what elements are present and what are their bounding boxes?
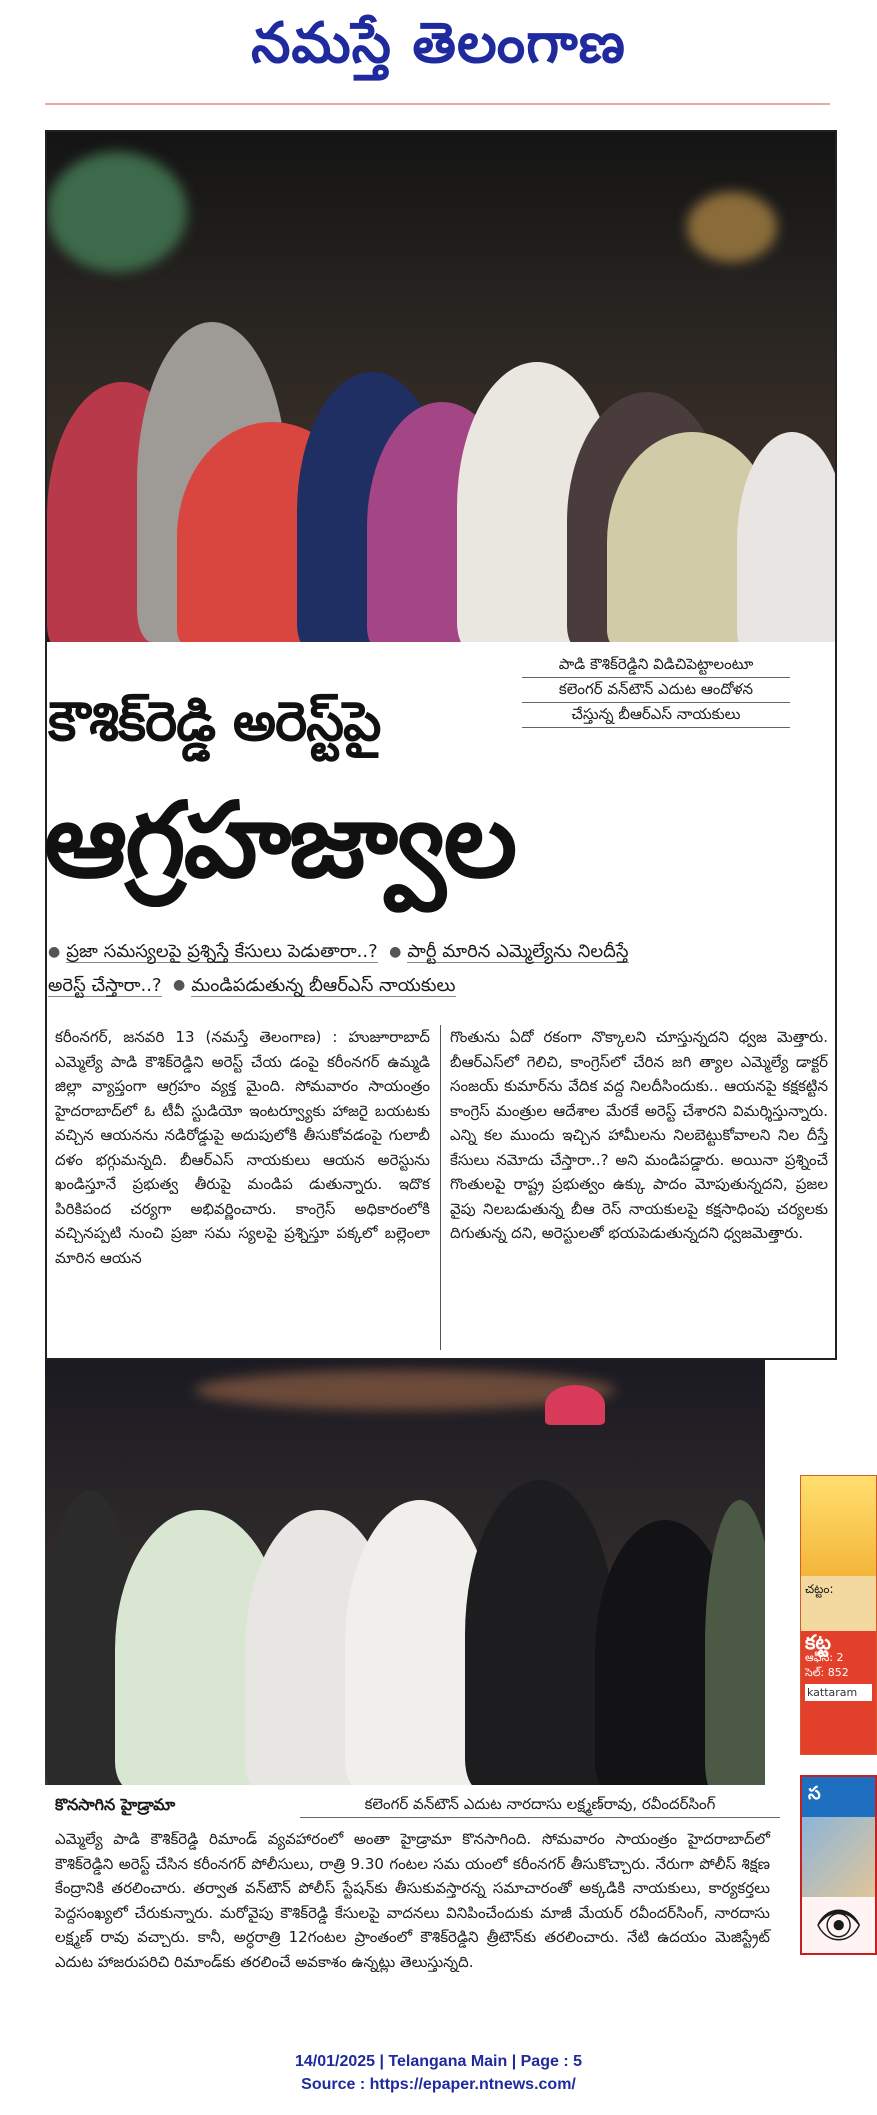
article-right-column: గొంతును ఏదో రకంగా నొక్కాలని చూస్తున్నదని ధ్వజ మెత్తారు. బీఆర్‌ఎస్‌లో గెలిచి, కాంగ్రెస్‌లో చేరిన జగి త్యాల ఎమ్మెల్యే డాక్టర్ సంజయ్ కుమార్‌ను వేదిక వద్ద నిలదీసిందుకు.. ఆయనపై కక్షకట్టిన కాంగ్రెస్ మంత్రుల ఆదేశాల మేరకే అరెస్ట్ చేశారని విమర్శిస్తున్నారు. ఎన్ని కల ముందు ఇచ్చిన హామీలను నిలబెట్టుకోవాలని నిల దీస్తే కేసులు నమోదు చేస్తారా..? అని మండిపడ్డారు. అయినా ప్రశ్నించే గొంతులపై రాష్ట్ర ప్రభుత్వం ఉక్కు పాదం మోపుతున్నదని, ప్రజల వైపు నిలబడుతున్న బీఆ రెస్ నాయకులపై కక్షసాధింపు చర్యలకు దిగుతున్న దని, అరెస్టులతో భయపెడుతున్నదని ధ్వజమెత్తారు. — [450, 1028, 828, 1242]
photo1-caption — [522, 653, 790, 728]
ad2-image — [802, 1817, 875, 1897]
leaders-photo — [45, 1360, 765, 1785]
bullet-icon: ● — [173, 977, 186, 993]
advertisement-1[interactable] — [800, 1475, 877, 1755]
section-label: కొనసాగిన హైడ్రామా — [55, 1795, 176, 1814]
point-2-cont: అరెస్ట్ చేస్తారా..? — [48, 974, 162, 996]
bullet-icon: ● — [48, 943, 61, 960]
ad-text-block: చట్టం: — [801, 1576, 876, 1631]
masthead-title: నమస్తే తెలంగాణ — [251, 10, 626, 76]
headline-main: ఆగ్రహజ్వాల — [44, 779, 516, 901]
footer-date-page: 14/01/2025 | Telangana Main | Page : 5 — [294, 2053, 582, 2070]
caption-line: కలెంగర్ వన్‌టౌన్ ఎదుట ఆందోళన — [522, 678, 790, 703]
ad-pot-image — [801, 1476, 876, 1576]
point-1: ప్రజా సమస్యలపై ప్రశ్నిస్తే కేసులు పెడుతారా..? — [66, 941, 378, 962]
ad-contact-block — [801, 1631, 876, 1755]
photo2-caption: కలెంగర్ వన్‌టౌన్ ఎదుట నారదాసు లక్ష్మణ్‌రావు, రవీందర్‌సింగ్ — [300, 1795, 780, 1818]
masthead-divider — [45, 103, 830, 105]
footer — [0, 2050, 877, 2096]
ad-brand: కట్ట — [805, 1630, 831, 1654]
column-divider — [440, 1025, 441, 1350]
ad-web: kattaram — [805, 1684, 872, 1701]
caption-line: పాడి కౌశిక్‌రెడ్డిని విడిచిపెట్టాలంటూ — [522, 653, 790, 678]
eye-icon: 👁 — [814, 1902, 863, 1947]
point-2: పార్టీ మారిన ఎమ్మెల్యేను నిలదీస్తే — [407, 941, 629, 962]
bullet-icon: ● — [389, 943, 402, 960]
protest-photo — [47, 132, 835, 642]
advertisement-2[interactable] — [800, 1775, 877, 1955]
ad2-title: స — [802, 1777, 875, 1817]
masthead — [0, 0, 877, 100]
footer-source-link[interactable]: Source : https://epaper.ntnews.com/ — [301, 2076, 576, 2093]
summary-points — [48, 935, 828, 1002]
hydrama-article: ఎమ్మెల్యే పాడి కౌశిక్‌రెడ్డి రిమాండ్ వ్యవహారంలో అంతా హైడ్రామా కొనసాగింది. సోమవారం సాయంత్రం హైదరాబాద్‌లో కౌశిక్‌రెడ్డిని అరెస్ట్ చేసిన కరీంనగర్ పోలీసులు, రాత్రి 9.30 గంటల సమ యంలో కరీంనగర్ తీసుకొచ్చారు. నేరుగా పోలీస్ శిక్షణ కేంద్రానికి తరలించారు. తర్వాత వన్‌టౌన్ పోలీస్ స్టేషన్‌కు తీసుకువస్తారన్న సమాచారంతో అక్కడికి నాయకులు, కార్యకర్తలు పెద్దసంఖ్యలో చేరుకున్నారు. మరోవైపు కౌశిక్‌రెడ్డి కేసులపై వాదనలు వినిపించేందుకు మాజీ మేయర్ రవీందర్‌సింగ్, నారదాసు లక్ష్మణ్ రావు వచ్చారు. కానీ, అర్ధరాత్రి 12గంటల ప్రాంతంలో కౌశిక్‌రెడ్డిని త్రీటౌన్‌కు తరలించారు. నేటి ఉదయం మెజిస్ట్రేట్ ఎదుట హాజరుపరిచి రిమాండ్‌కు తరలించే అవకాశం ఉన్నట్లు తెలుస్తున్నది. — [55, 1830, 770, 1971]
point-3: మండిపడుతున్న బీఆర్‌ఎస్ నాయకులు — [191, 974, 456, 996]
headline-kicker: కౌశిక్‌రెడ్డి అరెస్ట్‌పై — [48, 690, 381, 753]
caption-line: చేస్తున్న బీఆర్‌ఎస్ నాయకులు — [522, 703, 790, 728]
ad-office: ఆఫీస్: 2 — [805, 1651, 844, 1664]
ad-cell: సెల్: 852 — [805, 1666, 849, 1679]
article-left-column: కరీంనగర్, జనవరి 13 (నమస్తే తెలంగాణ) : హుజూరాబాద్ ఎమ్మెల్యే పాడి కౌశిక్‌రెడ్డిని అరెస్ట్ చేయ డంపై కరీంనగర్ ఉమ్మడి జిల్లా వ్యాప్తంగా ఆగ్రహం వ్యక్త మైంది. సోమవారం సాయంత్రం హైదరాబాద్‌లో ఓ టీవీ స్టుడియో ఇంటర్వ్యూకు హాజరై బయటకు వచ్చిన ఆయనను నడిరోడ్డుపై అదుపులోకి తీసుకోవడంపై గులాబీ దళం భగ్గుమన్నది. బీఆర్‌ఎస్ నాయకులు ఆయన అరెస్టును ఖండిస్తూనే ప్రభుత్వ తీరుపై మండిప డుతున్నారు. ఇదొక పిరికిపంద చర్యగా అభివర్ణించారు. కాంగ్రెస్ అధికారంలోకి వచ్చినప్పటి నుంచి ప్రజా సమ స్యలపై ప్రశ్నిస్తూ పక్కలో బల్లెంలా మారిన ఆయన — [55, 1028, 430, 1267]
